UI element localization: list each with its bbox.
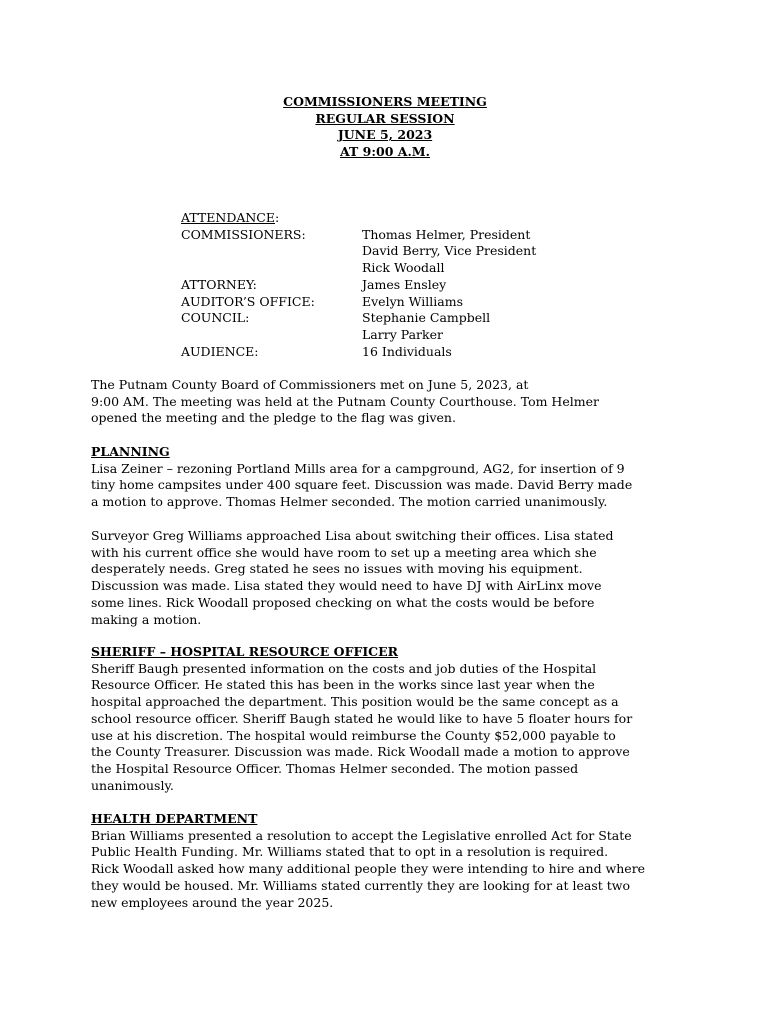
paragraph-line: opened the meeting and the pledge to the flag was given.	[91, 410, 456, 426]
paragraph-line: Surveyor Greg Williams approached Lisa about switching their offices. Lisa stated	[91, 528, 614, 543]
attendee-name: Stephanie Campbell	[362, 310, 491, 326]
paragraph-line: new employees around the year 2025.	[91, 894, 334, 910]
attendance-row	[181, 260, 536, 277]
attendance-role-label: COUNCIL:	[181, 310, 250, 326]
paragraph-line: the County Treasurer. Discussion was made. Rick Woodall made a motion to approve	[91, 744, 630, 760]
attendee-name: 16 Individuals	[362, 343, 452, 359]
attendance-role-label: AUDITOR’S OFFICE:	[181, 293, 315, 309]
paragraph-line: school resource officer. Sheriff Baugh stated he would like to have 5 floater hours for	[91, 710, 633, 726]
paragraph-line: making a motion.	[91, 611, 202, 627]
section-heading: PLANNING	[91, 444, 170, 459]
attendance-row	[181, 327, 536, 344]
header-date: JUNE 5, 2023	[337, 127, 433, 143]
paragraph-line: use at his discretion. The hospital would reimburse the County $52,000 payable to	[91, 727, 616, 743]
paragraph-line: unanimously.	[91, 777, 174, 793]
paragraph-line: tiny home campsites under 400 square feet. Discussion was made. David Berry made	[91, 477, 633, 493]
planning-section	[91, 444, 691, 511]
attendee-name: Thomas Helmer, President	[362, 226, 531, 242]
header-title: COMMISSIONERS MEETING	[283, 94, 487, 109]
attendee-name: Larry Parker	[362, 326, 443, 342]
attendance-row	[181, 277, 536, 294]
attendance-row	[181, 227, 536, 244]
sheriff-section	[91, 644, 691, 794]
attendance-row	[181, 310, 536, 327]
paragraph-line: Discussion was made. Lisa stated they would need to have DJ with AirLinx move	[91, 578, 602, 594]
paragraph-line: 9:00 AM. The meeting was held at the Putnam County Courthouse. Tom Helmer	[91, 393, 599, 409]
paragraph-line: The Putnam County Board of Commissioners met on June 5, 2023, at	[91, 377, 529, 392]
attendance-row	[181, 243, 536, 260]
paragraph-line: with his current office she would have room to set up a meeting area which she	[91, 544, 597, 560]
attendee-name: Rick Woodall	[362, 260, 445, 276]
attendee-name: Evelyn Williams	[362, 293, 464, 309]
attendance-role-label	[181, 260, 362, 277]
planning-paragraph-2	[91, 528, 691, 628]
attendance-list	[181, 227, 536, 361]
section-heading: SHERIFF – HOSPITAL RESOURCE OFFICER	[91, 644, 399, 659]
intro-paragraph	[91, 377, 691, 427]
attendance-role-label: COMMISSIONERS:	[181, 226, 306, 242]
attendance-row	[181, 294, 536, 311]
header-time: AT 9:00 A.M.	[340, 144, 430, 160]
paragraph-line: they would be housed. Mr. Williams stated currently they are looking for at least two	[91, 877, 630, 893]
paragraph-line: Public Health Funding. Mr. Williams stated that to opt in a resolution is required.	[91, 844, 609, 860]
paragraph-line: Brian Williams presented a resolution to accept the Legislative enrolled Act for State	[91, 827, 632, 843]
header-session: REGULAR SESSION	[315, 110, 455, 126]
paragraph-line: desperately needs. Greg stated he sees no issues with moving his equipment.	[91, 561, 583, 577]
attendance-title: ATTENDANCE:	[181, 210, 280, 225]
paragraph-line: Lisa Zeiner – rezoning Portland Mills area for a campground, AG2, for insertion of 9	[91, 460, 625, 476]
section-heading: HEALTH DEPARTMENT	[91, 811, 258, 826]
attendance-role-label	[181, 243, 362, 260]
health-section	[91, 811, 691, 911]
paragraph-line: hospital approached the department. This position would be the same concept as a	[91, 694, 619, 710]
attendance-section	[181, 210, 536, 360]
attendee-name: David Berry, Vice President	[362, 243, 537, 259]
attendance-row	[181, 344, 536, 361]
attendance-role-label	[181, 327, 362, 344]
paragraph-line: Resource Officer. He stated this has been in the works since last year when the	[91, 677, 595, 693]
paragraph-line: Sheriff Baugh presented information on the costs and job duties of the Hospital	[91, 660, 597, 676]
paragraph-line: some lines. Rick Woodall proposed checking on what the costs would be before	[91, 594, 595, 610]
paragraph-line: the Hospital Resource Officer. Thomas Helmer seconded. The motion passed	[91, 760, 579, 776]
paragraph-line: Rick Woodall asked how many additional people they were intending to hire and where	[91, 861, 646, 877]
attendee-name: James Ensley	[362, 276, 447, 292]
meeting-header	[0, 94, 770, 161]
paragraph-line: a motion to approve. Thomas Helmer seconded. The motion carried unanimously.	[91, 494, 608, 510]
attendance-role-label: AUDIENCE:	[181, 343, 259, 359]
attendance-role-label: ATTORNEY:	[181, 276, 257, 292]
